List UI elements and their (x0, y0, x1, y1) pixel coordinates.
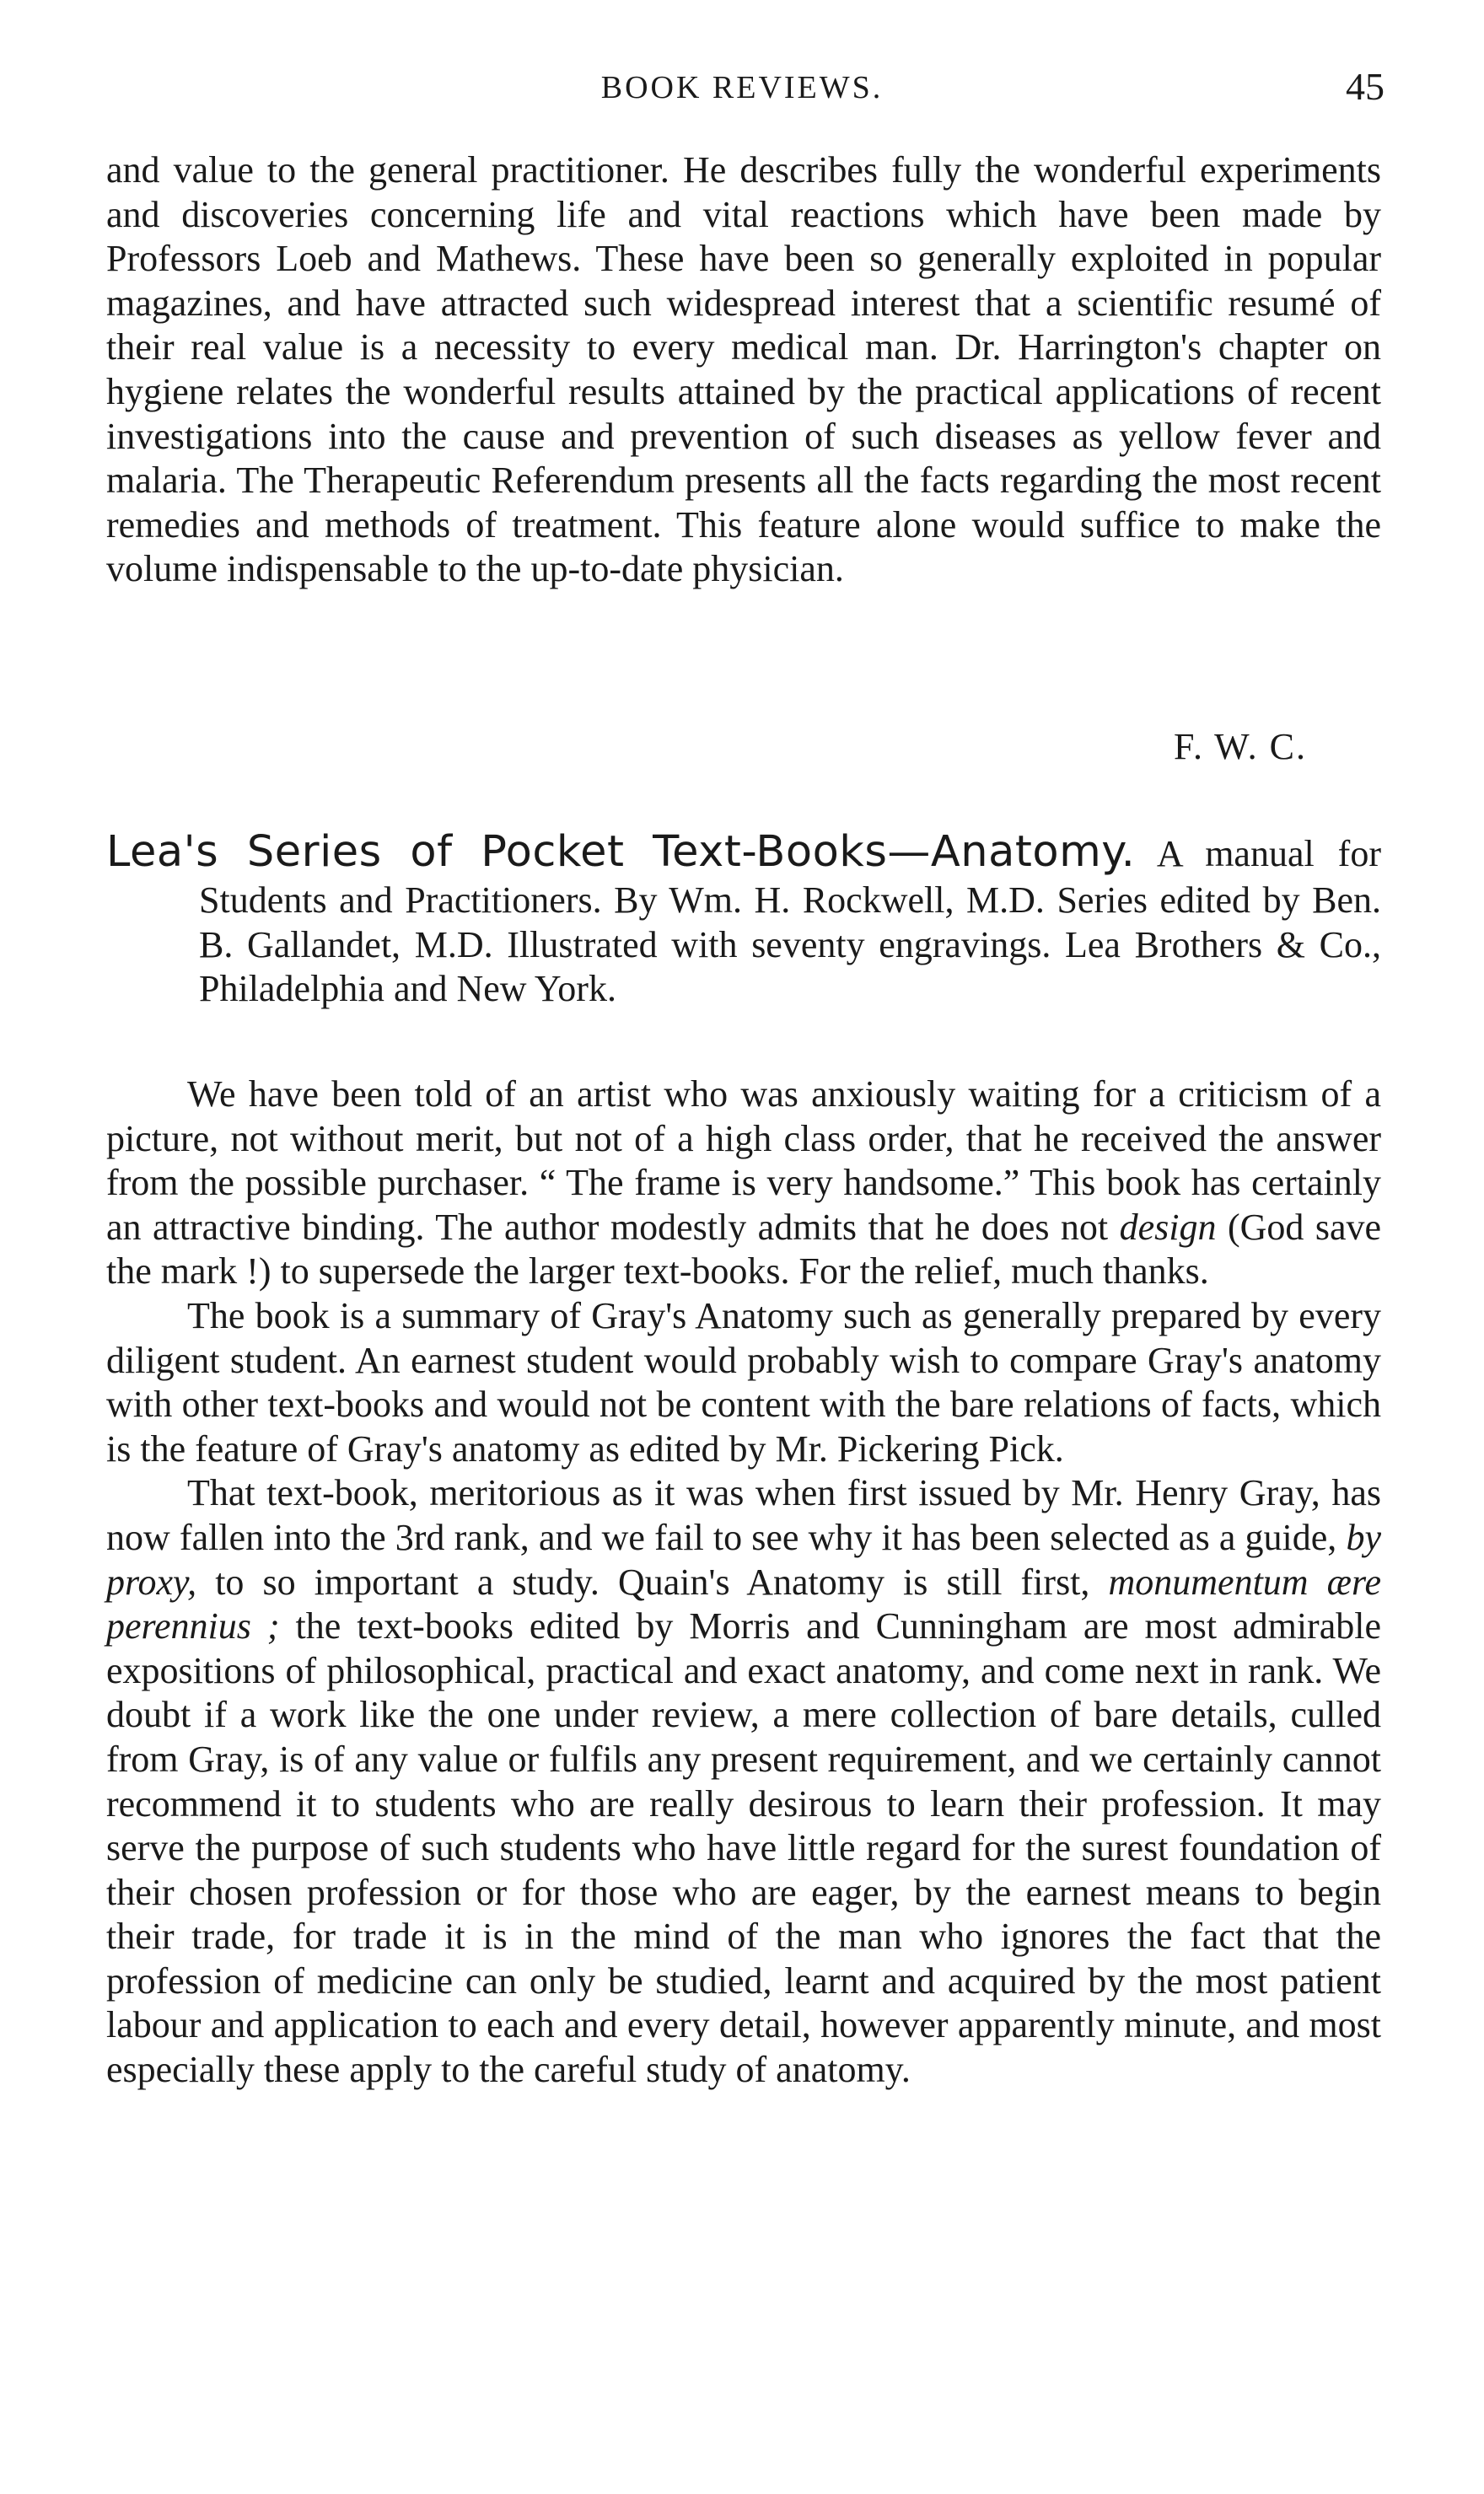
review-p3-emphasis-2: monumentum ære perennius ; (106, 1561, 1382, 1647)
review-title: Lea's Series of Pocket Text-Books—Anatomy. (106, 827, 1136, 877)
review-p1-text: We have been told of an artist who was anxiously waiting for a criticism of a picture, not without merit, but not of a high class order, that he received the answer from the possible purchaser. “ The frame is very handsome.” This book has certainly an attractive binding. The author modestly admits that he does not (106, 1073, 1381, 1248)
previous-review-text (106, 148, 1381, 592)
running-title: BOOK REVIEWS. (600, 70, 884, 105)
page-number: 45 (1346, 65, 1385, 108)
review-heading-block (106, 826, 1381, 1012)
review-p3-text-middle: to so important a study. Quain's Anatomy is still first, (215, 1561, 1090, 1603)
review-bibliographic-details: A manual for Students and Practitioners. By Wm. H. Rockwell, M.D. Series edited by Ben. B. Gallandet, M.D. Illustrated with seventy engravings. Lea Brothers & Co., Philadelphia and New York. (199, 833, 1381, 1010)
running-head (0, 64, 1484, 115)
review-p3-emphasis-1: by proxy, (106, 1516, 1382, 1603)
previous-review-paragraph: and value to the general practitioner. He describes fully the wonderful experiments and discoveries concerning life and vital reactions which have been made by Professors Loeb and Mathews. These have been so generally exploited in popular magazines, and have attracted such widespread interest that a scientific resumé of their real value is a necessity to every medical man. Dr. Harrington's chapter on hygiene relates the wonderful results attained by the practical applications of recent investigations into the cause and prevention of such diseases as yellow fever and malaria. The Therapeutic Referendum presents all the facts regarding the most recent remedies and methods of treatment. This feature alone would suffice to make the volume indispensable to the up-to-date physician. (106, 149, 1381, 590)
review-p1-text-end: (God save the mark !) to supersede the larger text-books. For the relief, much thanks. (106, 1206, 1382, 1293)
review-paragraph-2: The book is a summary of Gray's Anatomy such as generally prepared by every diligent student. An earnest student would probably wish to compare Gray's anatomy with other text-books and would not be content with the bare relations of facts, which is the feature of Gray's anatomy as edited by Mr. Pickering Pick. (106, 1294, 1381, 1470)
review-p1-emphasis: design (1119, 1206, 1217, 1248)
review-p3-text: That text-book, meritorious as it was when first issued by Mr. Henry Gray, has now fallen into the 3rd rank, and we fail to see why it has been selected as a guide, (106, 1472, 1381, 1558)
review-body (106, 1072, 1381, 2093)
reviewer-signature: F. W. C. (1174, 726, 1307, 767)
review-p3-text-end: the text-books edited by Morris and Cunningham are most admirable expositions of philosophical, practical and exact anatomy, and come next in rank. We doubt if a work like the one under review, a mere collection of bare details, culled from Gray, is of any value or fulfils any present requirement, and we certainly cannot recommend it to students who are really desirous to learn their profession. It may serve the purpose of such students who have little regard for the surest foundation of their chosen profession or for those who are eager, by the earnest means to begin their trade, for trade it is in the mind of the man who ignores the fact that the profession of medicine can only be studied, learnt and acquired by the most patient labour and application to each and every detail, however apparently minute, and most especially these apply to the careful study of anatomy. (106, 1605, 1381, 2091)
review-paragraph-1 (106, 1072, 1381, 1294)
review-paragraph-3 (106, 1471, 1381, 2092)
review-heading (106, 826, 1381, 1012)
